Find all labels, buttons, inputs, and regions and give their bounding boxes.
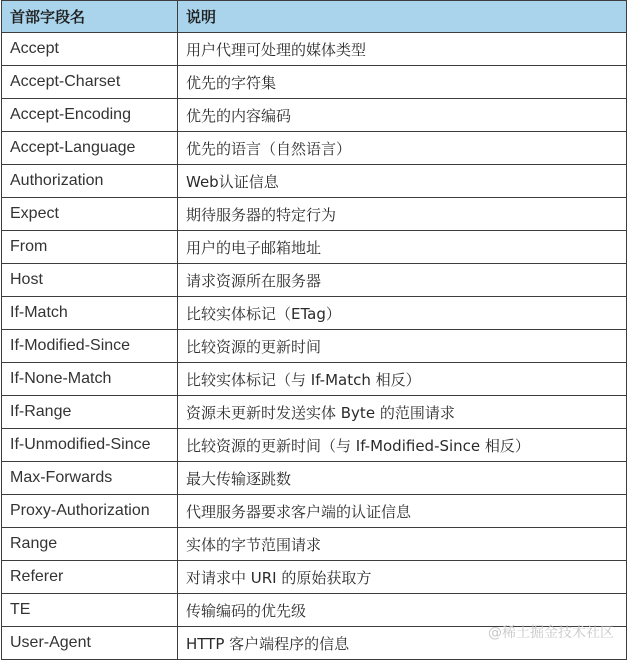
field-name-cell: Range (2, 528, 178, 561)
watermark: @稀土掘金技术社区 (488, 625, 614, 641)
table-row (2, 264, 627, 297)
table-row (2, 66, 627, 99)
description-cell: 比较实体标记（ETag） (178, 297, 627, 330)
field-name-cell: Authorization (2, 165, 178, 198)
table-header-row (2, 1, 627, 33)
field-name-cell: From (2, 231, 178, 264)
table-row (2, 429, 627, 462)
description-cell: 优先的字符集 (178, 66, 627, 99)
table-row (2, 561, 627, 594)
table-row (2, 297, 627, 330)
table-row (2, 165, 627, 198)
description-cell: 传输编码的优先级 (178, 594, 627, 627)
table-row (2, 528, 627, 561)
description-cell: 资源未更新时发送实体 Byte 的范围请求 (178, 396, 627, 429)
field-name-cell: TE (2, 594, 178, 627)
description-cell: HTTP 客户端程序的信息 (178, 627, 627, 660)
field-name-cell: If-Range (2, 396, 178, 429)
field-name-cell: Referer (2, 561, 178, 594)
table-row (2, 33, 627, 66)
table-body (2, 33, 627, 660)
table-row (2, 330, 627, 363)
description-cell: 代理服务器要求客户端的认证信息 (178, 495, 627, 528)
request-header-table-container (1, 0, 626, 660)
description-cell: 用户代理可处理的媒体类型 (178, 33, 627, 66)
table-row (2, 462, 627, 495)
table-row (2, 363, 627, 396)
field-name-cell: If-Match (2, 297, 178, 330)
field-name-cell: User-Agent (2, 627, 178, 660)
description-cell: 比较资源的更新时间 (178, 330, 627, 363)
description-cell: 期待服务器的特定行为 (178, 198, 627, 231)
table-row (2, 231, 627, 264)
table-row (2, 594, 627, 627)
table-row (2, 396, 627, 429)
description-cell: 实体的字节范围请求 (178, 528, 627, 561)
request-header-table (1, 0, 627, 660)
description-cell: 请求资源所在服务器 (178, 264, 627, 297)
table-row (2, 627, 627, 660)
description-cell: 比较实体标记（与 If-Match 相反） (178, 363, 627, 396)
description-cell: 比较资源的更新时间（与 If-Modified-Since 相反） (178, 429, 627, 462)
table-row (2, 132, 627, 165)
description-cell: 优先的内容编码 (178, 99, 627, 132)
field-name-cell: If-None-Match (2, 363, 178, 396)
column-header-description: 说明 (178, 1, 627, 33)
description-cell: 对请求中 URI 的原始获取方 (178, 561, 627, 594)
field-name-cell: Accept-Encoding (2, 99, 178, 132)
field-name-cell: If-Modified-Since (2, 330, 178, 363)
column-header-field-name: 首部字段名 (2, 1, 178, 33)
description-cell: 优先的语言（自然语言） (178, 132, 627, 165)
description-cell: 用户的电子邮箱地址 (178, 231, 627, 264)
field-name-cell: Accept-Charset (2, 66, 178, 99)
field-name-cell: Expect (2, 198, 178, 231)
description-cell: 最大传输逐跳数 (178, 462, 627, 495)
table-row (2, 495, 627, 528)
field-name-cell: Accept-Language (2, 132, 178, 165)
field-name-cell: Host (2, 264, 178, 297)
table-row (2, 99, 627, 132)
table-row (2, 198, 627, 231)
field-name-cell: Max-Forwards (2, 462, 178, 495)
field-name-cell: If-Unmodified-Since (2, 429, 178, 462)
description-cell: Web认证信息 (178, 165, 627, 198)
field-name-cell: Accept (2, 33, 178, 66)
field-name-cell: Proxy-Authorization (2, 495, 178, 528)
